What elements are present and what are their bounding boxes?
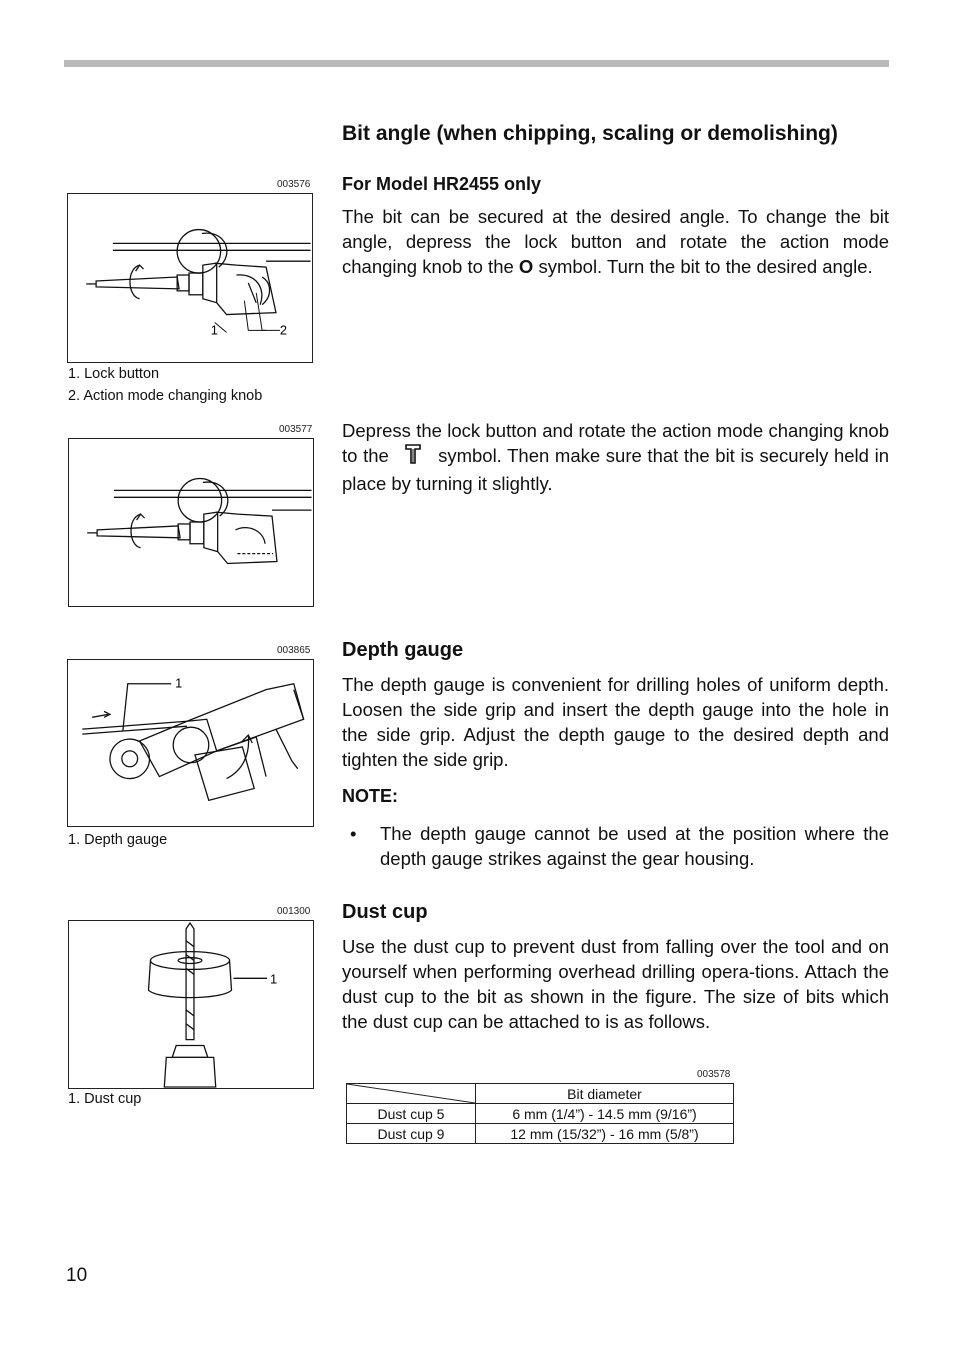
figure-code: 003577 [279,424,313,435]
table-row [347,1104,734,1124]
figure-captions [68,829,167,851]
note-list [342,821,889,871]
table-corner-cell [347,1084,476,1104]
callout-1: 1 [175,675,183,691]
para1-text-a: The bit can be secured at the desired angle. To change the bit angle, depress the lock button and rotate the action mode changing knob to the [342,206,889,277]
bit-angle-paragraph-1 [342,204,889,279]
caption-action-mode-knob: 2. Action mode changing knob [68,388,263,404]
callout-1: 1 [210,322,218,338]
caption-depth-gauge: 1. Depth gauge [68,832,168,848]
header-rule [64,60,889,67]
caption-lock-button: 1. Lock button [68,366,160,382]
table-code: 003578 [697,1069,731,1080]
figure-captions [68,363,262,407]
section-title-bit-angle: Bit angle (when chipping, scaling or demolishing) [342,122,838,145]
figure-hammer-symbol [68,438,314,607]
figure-dust-cup [68,920,314,1089]
dust-cup-paragraph: Use the dust cup to prevent dust from falling over the tool and on yourself when performing overhead drilling opera-tions. Attach the dust cup to the bit as shown in the figure. The size of bits which the dust cup can be attached to is as follows. [342,936,889,1032]
para1-text-b: symbol. Turn the bit to the desired angle. [533,256,873,277]
dust-cup-table [346,1083,734,1144]
figure-code: 001300 [277,906,311,917]
figure-depth-gauge [67,659,314,827]
table-cell-name: Dust cup 5 [347,1104,476,1124]
section-title-depth-gauge: Depth gauge [342,639,464,661]
depth-gauge-illustration [68,660,313,826]
dust-cup-illustration [69,921,313,1088]
note-label: NOTE: [342,786,398,806]
o-symbol: O [518,256,534,277]
subtitle-model: For Model HR2455 only [342,174,542,194]
hammer-symbol-icon [394,443,432,471]
figure-code: 003865 [277,645,311,656]
table-cell-name: Dust cup 9 [347,1124,476,1144]
rotary-hammer-illustration [68,194,312,362]
caption-dust-cup: 1. Dust cup [68,1091,142,1107]
para2-text-b: symbol. Then make sure that the bit is securely held in place by turning it slightly. [342,445,889,494]
depth-gauge-paragraph: The depth gauge is convenient for drilling holes of uniform depth. Loosen the side grip and insert the depth gauge into the hole in the side grip. Adjust the depth gauge to the desired depth and tighten the side grip. [342,674,889,770]
table-cell-value: 6 mm (1/4”) - 14.5 mm (9/16”) [476,1104,734,1124]
figure-lock-button [67,193,313,363]
callout-2: 2 [279,322,288,338]
rotary-hammer-illustration [69,439,313,606]
figure-captions [68,1088,141,1110]
callout-1: 1 [270,971,278,987]
bit-angle-paragraph-2 [342,418,889,496]
section-title-dust-cup: Dust cup [342,901,428,923]
para2-text-a: Depress the lock button and rotate the action mode changing knob to the [342,420,889,466]
note-item: • The depth gauge cannot be used at the position where the depth gauge strikes against the gear housing. [342,821,889,871]
table-row [347,1124,734,1144]
figure-code: 003576 [277,179,311,190]
table-cell-value: 12 mm (15/32”) - 16 mm (5/8”) [476,1124,734,1144]
table-header-bit-diameter: Bit diameter [476,1084,734,1104]
page-number: 10 [66,1265,88,1286]
table-header-row [347,1084,734,1104]
